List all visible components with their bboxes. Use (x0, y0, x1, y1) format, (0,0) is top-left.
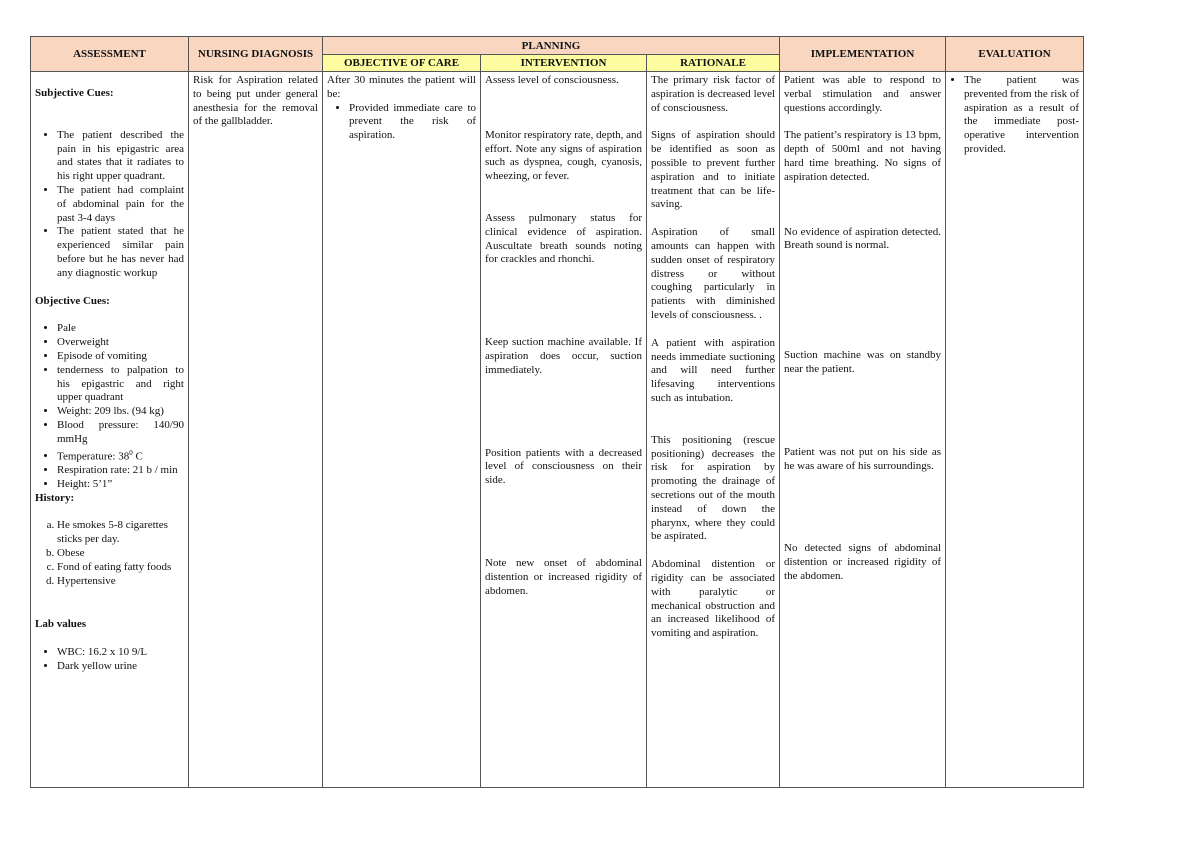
header-objective-of-care: OBJECTIVE OF CARE (323, 55, 481, 72)
implementation-item: No evidence of aspiration detected. Breath sound is normal. (784, 225, 942, 252)
implementation-item: Patient was not put on his side as he was aware of his surroundings. (784, 445, 942, 472)
rationale-item: A patient with aspiration needs immediate suctioning and will need further lifesaving interventions such as intubation. (651, 336, 776, 404)
nursing-diagnosis-text: Risk for Aspiration related to being put under general anesthesia for the removal of the gallbladder. (193, 74, 318, 128)
objective-cue: • Overweight (57, 336, 184, 350)
implementation-item: Suction machine was on standby near the patient. (784, 349, 942, 375)
subjective-cue: • The patient stated that he experienced similar pain before but he has never had any diagnostic workup (57, 225, 184, 280)
rationale-item: Abdominal distention or rigidity can be associated with paralytic or mechanical obstruction and an increased likelihood of vomiting and aspiration. (651, 558, 776, 640)
header-planning: PLANNING (323, 37, 780, 55)
intervention-item: Monitor respiratory rate, depth, and effort. Note any signs of aspiration such as dyspnea, cough, cyanosis, wheezing, or fever. (485, 128, 643, 183)
degree-mark: 0 (129, 448, 133, 457)
header-implementation: IMPLEMENTATION (780, 37, 946, 72)
evaluation-item: • The patient was prevented from the risk of aspiration as a result of the immediate post-operative intervention provided. (964, 74, 1079, 157)
intervention-item: Assess pulmonary status for clinical evidence of aspiration. Auscultate breath sounds noting for crackles and rhonchi. (485, 211, 642, 266)
history-item: b. Obese (57, 547, 184, 561)
objective-intro: After 30 minutes the patient will be: (327, 74, 476, 100)
objective-item: • Provided immediate care to prevent the risk of aspiration. (349, 102, 476, 143)
implementation-cell (780, 72, 946, 788)
nursing-diagnosis-cell (189, 72, 323, 788)
lab-value: • Dark yellow urine (57, 660, 184, 674)
intervention-item: Position patients with a decreased level of consciousness on their side. (485, 446, 642, 487)
objective-cue: • Pale (57, 322, 184, 336)
objective-cue: • Respiration rate: 21 b / min (57, 464, 184, 478)
header-nursing-diagnosis: NURSING DIAGNOSIS (189, 37, 323, 72)
implementation-item: No detected signs of abdominal distention or increased rigidity of the abdomen. (784, 542, 942, 582)
objective-cue: • Weight: 209 lbs. (94 kg) (57, 405, 184, 419)
intervention-item: Assess level of consciousness. (485, 74, 619, 86)
intervention-item: Note new onset of abdominal distention or increased rigidity of abdomen. (485, 556, 642, 597)
objective-cue: • Height: 5’1” (57, 478, 184, 492)
history-item: c. Fond of eating fatty foods (57, 561, 184, 575)
header-rationale: RATIONALE (647, 55, 780, 72)
header-evaluation: EVALUATION (946, 37, 1084, 72)
header-assessment: ASSESSMENT (31, 37, 189, 72)
subjective-cue: • The patient had complaint of abdominal pain for the past 3-4 days (57, 184, 184, 225)
objective-of-care-cell (323, 72, 481, 788)
history-item: a. He smokes 5-8 cigarettes sticks per day. (57, 519, 184, 547)
nursing-care-plan-table (30, 36, 1084, 788)
subjective-cues-title: Subjective Cues: (35, 87, 114, 99)
lab-values-title: Lab values (35, 618, 87, 631)
objective-cue: • tenderness to palpation to his epigastric and right upper quadrant (57, 364, 184, 405)
intervention-cell (481, 72, 647, 788)
rationale-item: Aspiration of small amounts can happen with sudden onset of respiratory distress or without coughing particularly in patients with diminished levels of consciousness. . (651, 226, 776, 321)
header-intervention: INTERVENTION (481, 55, 647, 72)
assessment-cell (31, 72, 189, 788)
objective-cue: • Episode of vomiting (57, 350, 184, 364)
objective-cue: • Blood pressure: 140/90 mmHg (57, 419, 184, 447)
temperature-unit: C (135, 450, 143, 463)
objective-cues-title: Objective Cues: (35, 294, 110, 307)
rationale-item: The primary risk factor of aspiration is decreased level of consciousness. (651, 74, 776, 114)
rationale-cell (647, 72, 780, 788)
intervention-item: Keep suction machine available. If aspiration does occur, suction immediately. (485, 336, 642, 376)
history-item: d. Hypertensive (57, 575, 184, 589)
temperature-text: Temperature: 38 (57, 450, 130, 463)
subjective-cue: • The patient described the pain in his epigastric area and states that it radiates to his right upper quadrant. (57, 129, 184, 184)
rationale-item: Signs of aspiration should be identified as soon as possible to prevent further aspiration and to initiate treatment that can be life-saving. (651, 129, 776, 211)
implementation-item: The patient’s respiratory is 13 bpm, depth of 500ml and not having hard time breathing. No signs of aspiration detected. (784, 129, 942, 183)
objective-cue-temperature (57, 447, 184, 464)
implementation-item: Patient was able to respond to verbal stimulation and answer questions accordingly. (784, 74, 942, 114)
rationale-item: This positioning (rescue positioning) decreases the risk for aspiration by promoting the drainage of secretions out of the mouth instead of down the pharynx, where they could be aspirated. (651, 433, 776, 543)
history-title: History: (35, 491, 75, 504)
lab-value: • WBC: 16.2 x 10 9/L (57, 646, 184, 660)
evaluation-cell (946, 72, 1084, 788)
